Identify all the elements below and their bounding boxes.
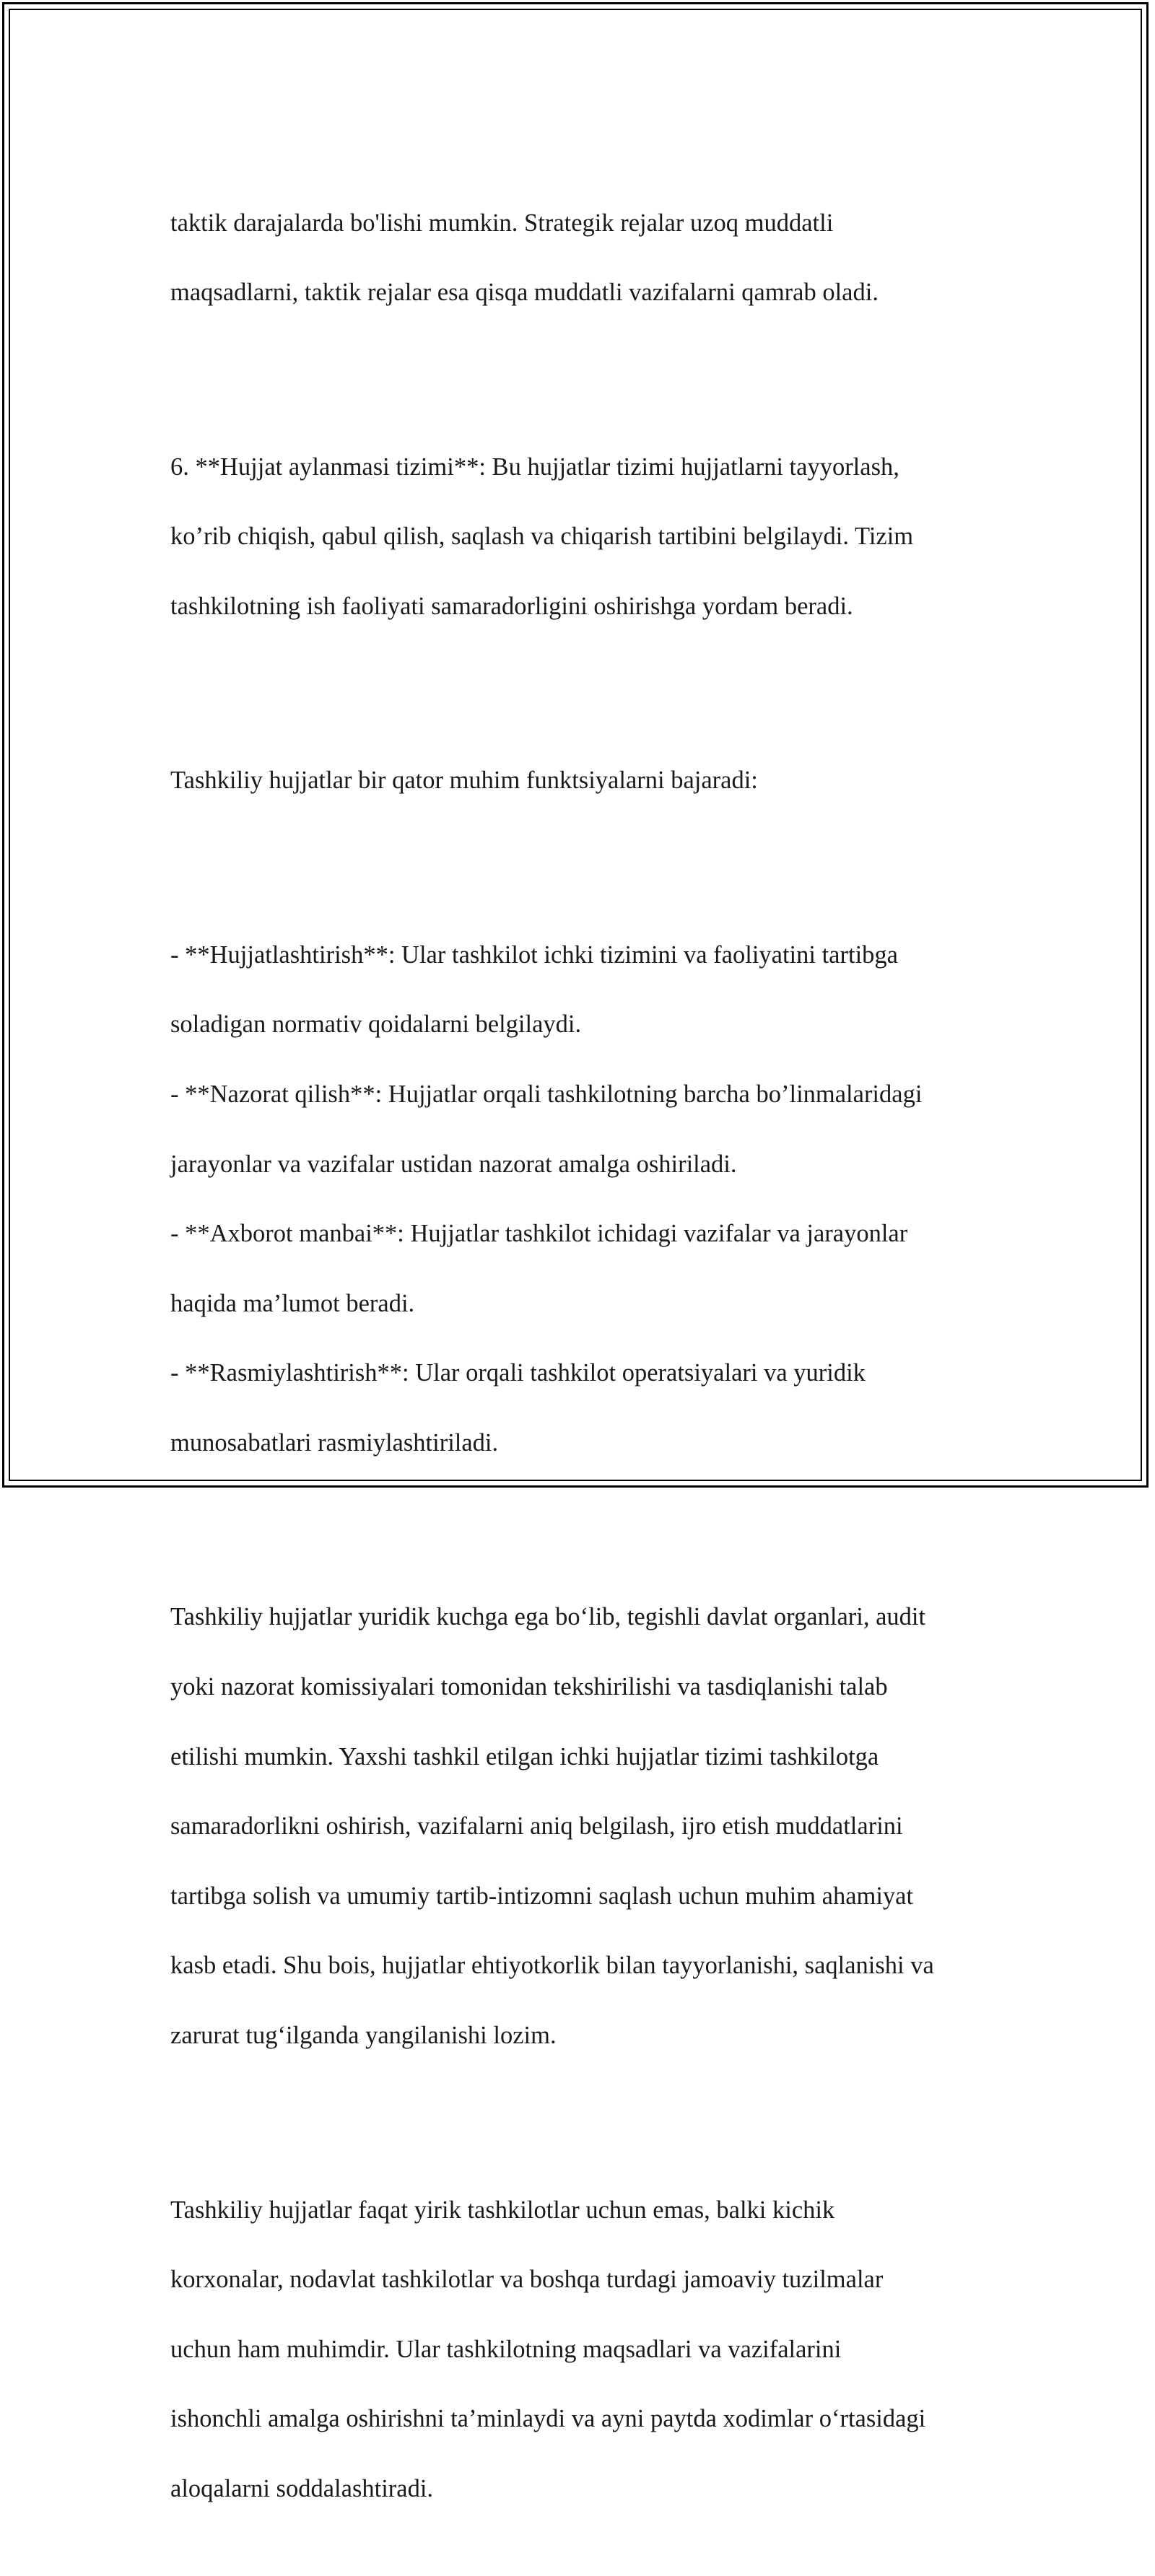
- document-body: [170, 136, 1001, 2576]
- text-line: ko’rib chiqish, qabul qilish, saqlash va chiqarish tartibini belgilaydi. Tizim: [170, 523, 914, 551]
- paragraph-functions-intro: [170, 728, 1001, 833]
- text-line: munosabatlari rasmiylashtiriladi.: [170, 1428, 499, 1457]
- text-line: samaradorlikni oshirish, vazifalarni aniq belgilash, ijro etish muddatlarini: [170, 1812, 903, 1841]
- text-line: ishonchli amalga oshirishni ta’minlaydi va ayni paytda xodimlar o‘rtasidagi: [170, 2405, 926, 2433]
- list-item-documentation: - **Hujjatlashtirish**: Ular tashkilot ichki tizimini va faoliyatini tartibga: [170, 940, 898, 969]
- text-line: etilishi mumkin. Yaxshi tashkil etilgan ichki hujjatlar tizimi tashkilotga: [170, 1742, 879, 1771]
- text-line: korxonalar, nodavlat tashkilotlar va boshqa turdagi jamoaviy tuzilmalar: [170, 2266, 884, 2294]
- text-line: 6. **Hujjat aylanmasi tizimi**: Bu hujjatlar tizimi hujjatlarni tayyorlash,: [170, 453, 899, 481]
- text-line: soladigan normativ qoidalarni belgilaydi.: [170, 1010, 582, 1039]
- text-line: taktik darajalarda bo'lishi mumkin. Strategik rejalar uzoq muddatli: [170, 209, 834, 237]
- text-line: jarayonlar va vazifalar ustidan nazorat amalga oshiriladi.: [170, 1150, 737, 1178]
- text-line: maqsadlarni, taktik rejalar esa qisqa muddatli vazifalarni qamrab oladi.: [170, 279, 879, 307]
- text-line: tartibga solish va umumiy tartib-intizomni saqlash uchun muhim ahamiyat: [170, 1882, 914, 1910]
- text-line: uchun ham muhimdir. Ular tashkilotning maqsadlari va vazifalarini: [170, 2335, 842, 2363]
- list-item-control: - **Nazorat qilish**: Hujjatlar orqali tashkilotning barcha bo’linmalaridagi: [170, 1080, 923, 1109]
- paragraph-document-flow-system: [170, 414, 1001, 658]
- text-line: Tashkiliy hujjatlar faqat yirik tashkilotlar uchun emas, balki kichik: [170, 2196, 835, 2224]
- list-item-information-source: - **Axborot manbai**: Hujjatlar tashkilot ichidagi vazifalar va jarayonlar: [170, 1220, 908, 1248]
- text-line: zarurat tug‘ilganda yangilanishi lozim.: [170, 2022, 557, 2050]
- paragraph-strategic-plans: [170, 170, 1001, 344]
- text-line: kasb etadi. Shu bois, hujjatlar ehtiyotkorlik bilan tayyorlanishi, saqlanishi va: [170, 1952, 934, 1980]
- text-line: Tashkiliy hujjatlar bir qator muhim funktsiyalarni bajaradi:: [170, 767, 758, 795]
- text-line: haqida ma’lumot beradi.: [170, 1289, 415, 1317]
- text-line: tashkilotning ish faoliyati samaradorligini oshirishga yordam beradi.: [170, 592, 853, 620]
- text-line: yoki nazorat komissiyalari tomonidan tekshirilishi va tasdiqlanishi talab: [170, 1673, 888, 1701]
- list-item-formalization: - **Rasmiylashtirish**: Ular orqali tashkilot operatsiyalari va yuridik: [170, 1359, 866, 1387]
- paragraph-legal-force: [170, 1565, 1001, 2087]
- text-line: Tashkiliy hujjatlar yuridik kuchga ega bo‘lib, tegishli davlat organlari, audit: [170, 1603, 926, 1631]
- paragraph-importance: [170, 2157, 1001, 2541]
- functions-list: [170, 903, 1001, 1496]
- text-line: aloqalarni soddalashtiradi.: [170, 2474, 434, 2502]
